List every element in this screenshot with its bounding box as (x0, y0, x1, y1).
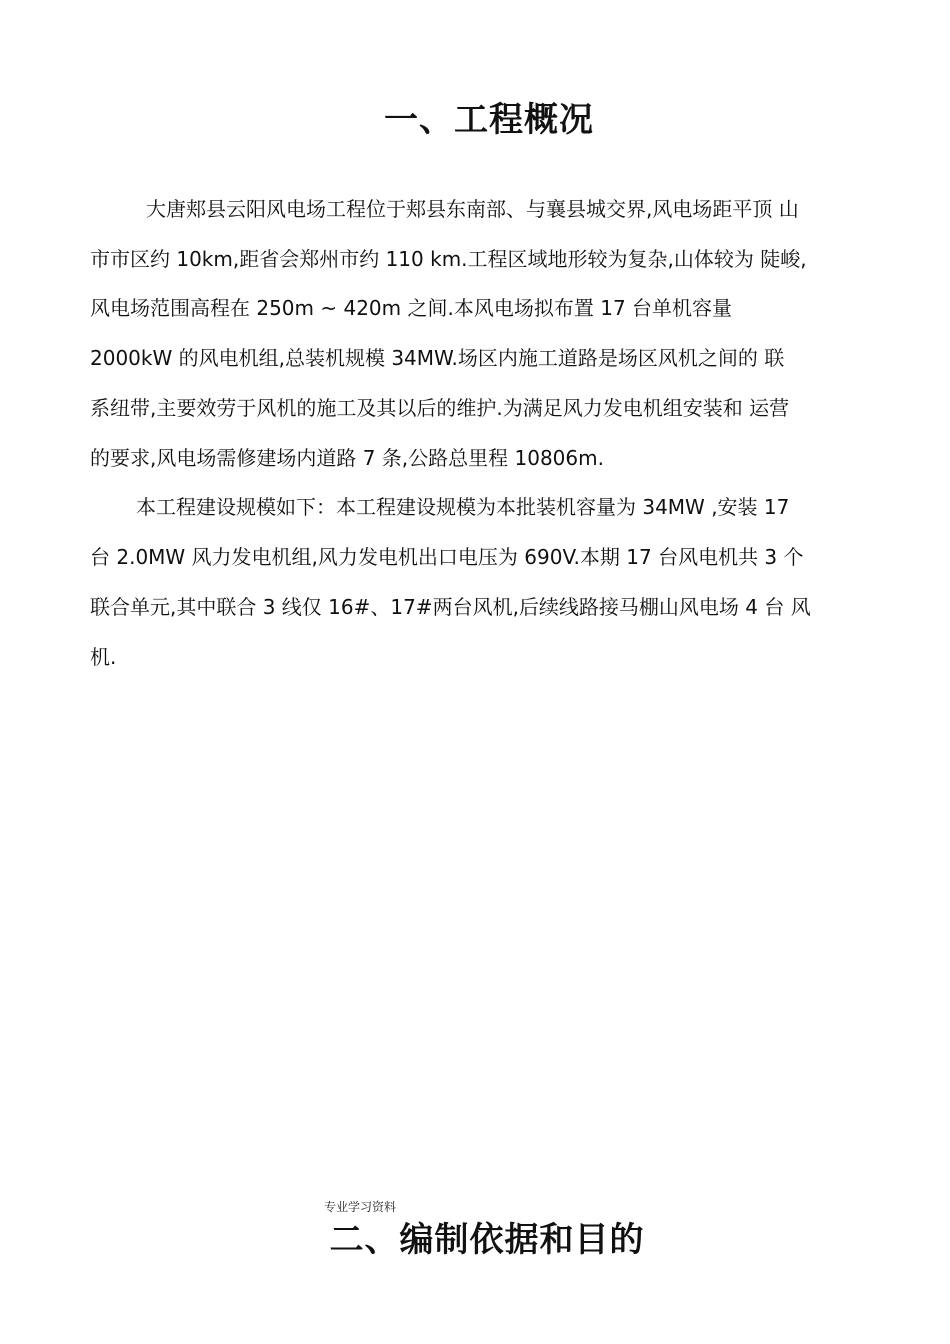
paragraph-line: 联合单元,其中联合 3 线仅 16#、17#两台风机,后续线路接马棚山风电场 4 台 风 (90, 595, 811, 619)
paragraph-line: 机. (90, 645, 117, 669)
paragraph-line: 系纽带,主要效劳于风机的施工及其以后的维护.为满足风力发电机组安装和 运营 (90, 396, 790, 420)
section-2-title: 二、编制依据和目的 (329, 1220, 645, 1260)
paragraph-line: 大唐郏县云阳风电场工程位于郏县东南部、与襄县城交界,风电场距平顶 山 (146, 197, 799, 221)
page-footer: 专业学习资料 (324, 1200, 397, 1214)
paragraph-line: 台 2.0MW 风力发电机组,风力发电机出口电压为 690V.本期 17 台风电机共 3 个 (90, 545, 804, 569)
paragraph-line: 市市区约 10km,距省会郑州市约 110 km.工程区域地形较为复杂,山体较为 陡峻, (90, 247, 807, 271)
paragraph-line: 的要求,风电场需修建场内道路 7 条,公路总里程 10806m. (90, 446, 604, 470)
paragraph-line: 2000kW 的风电机组,总装机规模 34MW.场区内施工道路是场区风机之间的 联 (90, 346, 785, 370)
paragraph-line: 风电场范围高程在 250m ~ 420m 之间.本风电场拟布置 17 台单机容量 (90, 296, 733, 320)
section-1-title: 一、工程概况 (384, 100, 594, 140)
paragraph-line: 本工程建设规模如下：本工程建设规模为本批装机容量为 34MW ,安装 17 (136, 495, 790, 519)
